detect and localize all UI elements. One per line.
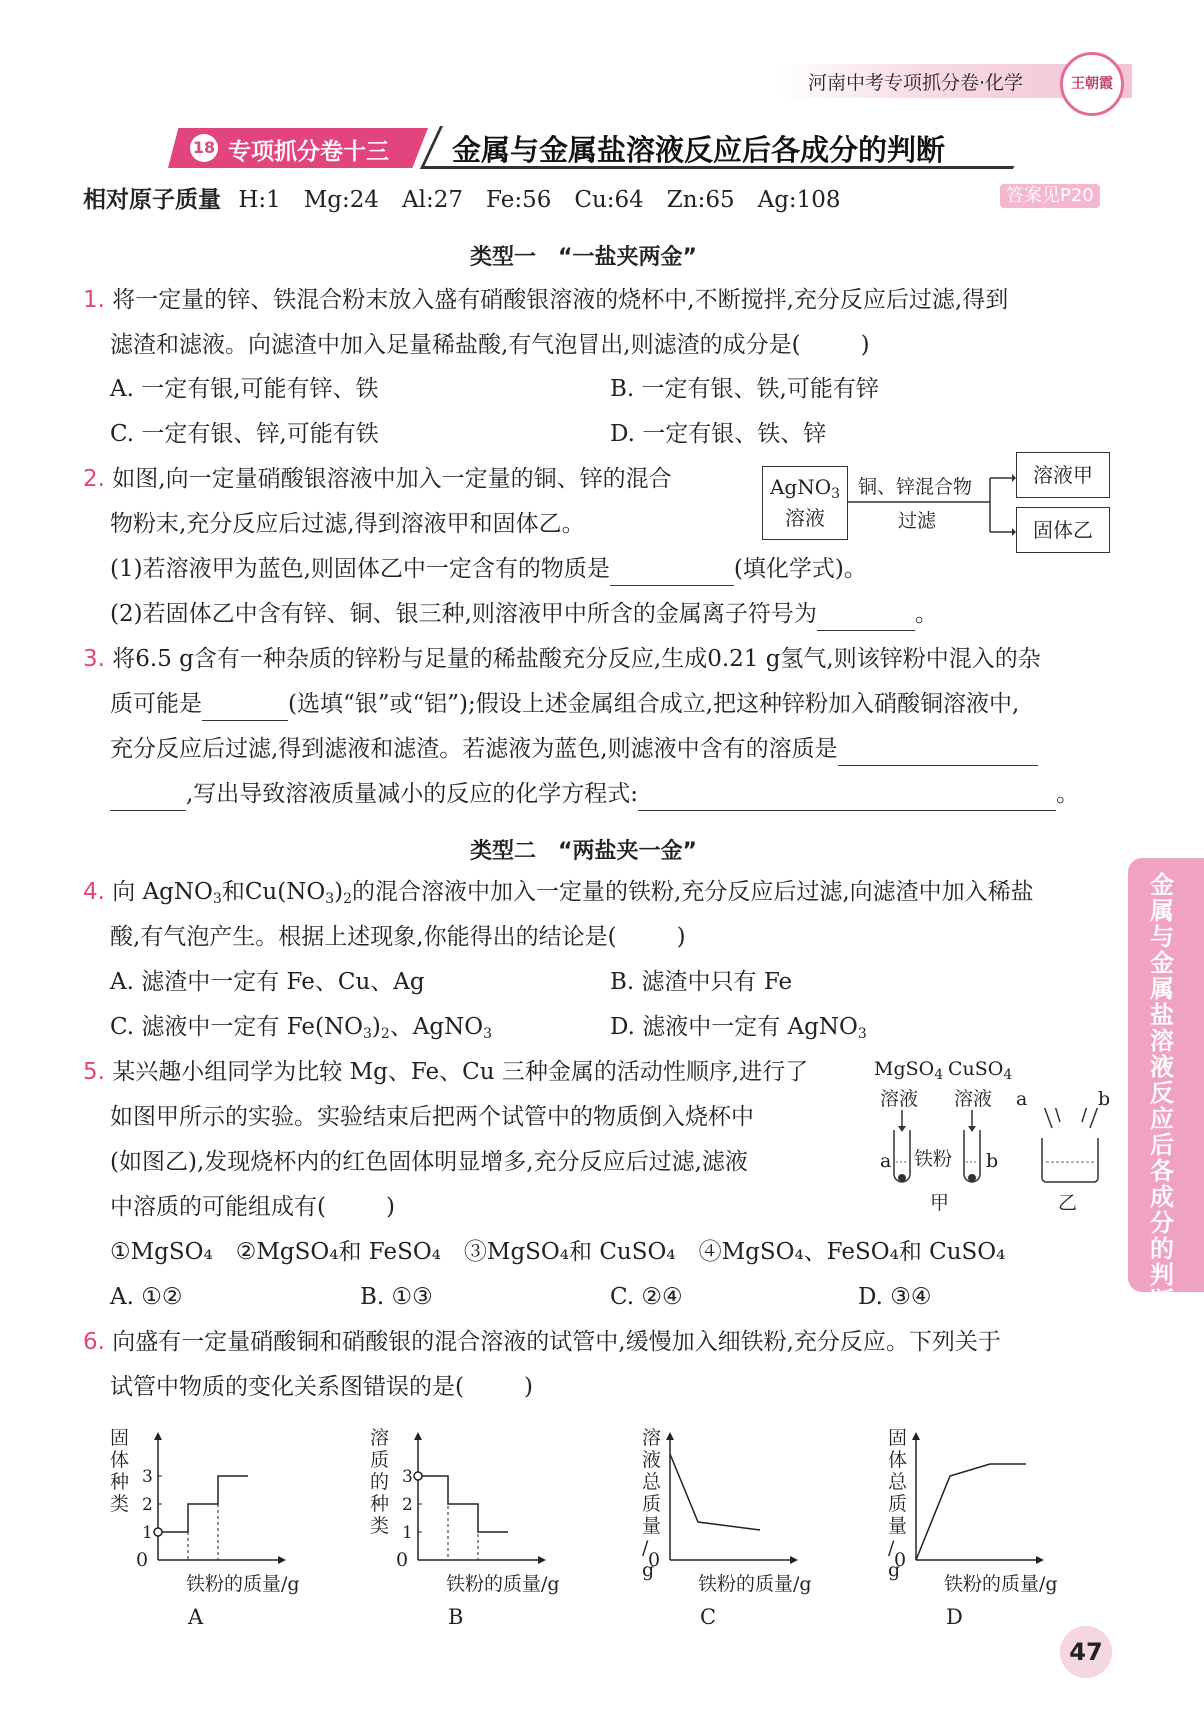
q5-label-a1: a <box>1016 1088 1028 1110</box>
chart-a-start-point <box>154 1528 162 1536</box>
chart-d-origin: 0 <box>894 1549 907 1571</box>
section-num: 18 <box>192 138 216 157</box>
q1-option-a: A. 一定有银,可能有锌、铁 <box>110 376 379 402</box>
chart-b-ytick-2: 2 <box>402 1495 413 1515</box>
page-number-circle <box>1060 1626 1112 1678</box>
chart-d-y-arrow <box>912 1432 920 1440</box>
q1-paren-close: ) <box>860 332 870 358</box>
q1-option-d: D. 一定有银、铁、锌 <box>610 421 827 447</box>
chart-a-origin: 0 <box>136 1549 149 1571</box>
q1-text-2: 滤渣和滤液。向滤渣中加入足量稀盐酸,有气泡冒出,则滤渣的成分是( <box>110 332 801 358</box>
chart-d-series-line <box>916 1464 1026 1560</box>
q2-text-2: 物粉末,充分反应后过滤,得到溶液甲和固体乙。 <box>110 511 585 537</box>
chart-c-origin: 0 <box>648 1549 661 1571</box>
chart-c-ylabel: 量 <box>642 1515 662 1537</box>
chart-a-ytick-3: 3 <box>142 1467 153 1487</box>
answer-ref-badge: 答案见P20 <box>1000 184 1100 208</box>
q4-option-d: D. 滤液中一定有 AgNO$_3$ <box>610 1014 867 1042</box>
chart-d-ylabel: g <box>888 1559 901 1581</box>
chart-c-ylabel: 液 <box>642 1449 662 1471</box>
q2-number: 2. <box>83 466 105 492</box>
q5-number: 5. <box>83 1059 105 1085</box>
q4-text-1: 的混合溶液中加入一定量的铁粉,充分反应后过滤,向滤渣中加入稀盐 <box>352 879 1034 905</box>
chart-c-ylabel: g <box>642 1559 655 1581</box>
chart-a-ylabel: 种 <box>110 1471 130 1493</box>
type1-heading: 类型一 “一盐夹两金” <box>470 245 697 270</box>
q5-label-iron: 铁粉 <box>914 1148 953 1170</box>
q5-label-jia: 甲 <box>930 1192 950 1214</box>
q5-option-d: D. ③④ <box>858 1284 932 1310</box>
q2-solution-jia-box: 溶液甲 <box>1016 452 1110 498</box>
q6-number: 6. <box>83 1329 105 1355</box>
q4-option-c: C. 滤液中一定有 $Fe(NO_3)_2$、AgNO$_3$ <box>110 1014 493 1042</box>
chart-a-xlabel: 铁粉的质量/g <box>186 1573 300 1595</box>
chart-b-ylabel: 的 <box>370 1471 390 1493</box>
q3-text-4a: ,写出导致溶液质量减小的反应的化学方程式: <box>186 781 639 807</box>
chart-c-xlabel: 铁粉的质量/g <box>698 1573 812 1595</box>
q3-text-3: 充分反应后过滤,得到滤液和滤渣。若滤液为蓝色,则滤液中含有的溶质是 <box>110 736 838 762</box>
chart-d-ylabel: 质 <box>888 1493 908 1515</box>
q5-option-a: A. ①② <box>110 1284 183 1310</box>
q5-text-1: 某兴趣小组同学为比较 Mg、Fe、Cu 三种金属的活动性顺序,进行了 <box>112 1059 809 1085</box>
chart-b-y-arrow <box>414 1432 422 1440</box>
q2-part1-tail: (填化学式)。 <box>733 556 867 582</box>
q4-line1: 4. 向 AgNO$_3$和$Cu(NO_3)_2$的混合溶液中加入一定量的铁粉,充分反应后过滤,向滤渣中加入稀盐 <box>83 879 1034 907</box>
chart-c-ylabel: 总 <box>642 1471 662 1493</box>
q6-paren-close: ) <box>523 1374 533 1400</box>
subject-label: 河南中考专项抓分卷·化学 <box>808 72 1024 94</box>
chart-a-ytick-1: 1 <box>142 1523 153 1543</box>
atomic-masses-values: H:1 Mg:24 Al:27 Fe:56 Cu:64 Zn:65 Ag:108 <box>238 187 841 213</box>
chart-a-ytick-2: 2 <box>142 1495 153 1515</box>
q3-number: 3. <box>83 646 105 672</box>
type2-heading: 类型二 “两盐夹一金” <box>470 839 697 864</box>
q5-choices: ①MgSO₄ ②MgSO₄和 FeSO₄ ③MgSO₄和 CuSO₄ ④MgSO₄、FeSO₄和 CuSO₄ <box>110 1239 1006 1265</box>
q2-part1-text: (1)若溶液甲为蓝色,则固体乙中一定含有的物质是 <box>110 556 610 582</box>
chart-d-ylabel: 量 <box>888 1515 908 1537</box>
chart-b-x-arrow <box>538 1556 546 1564</box>
chart-b-ytick-1: 1 <box>402 1523 413 1543</box>
q5-label-mgso4: MgSO$_4$ <box>874 1058 944 1083</box>
chart-a-title: A <box>188 1605 204 1629</box>
q3-text-1: 将6.5 g含有一种杂质的锌粉与足量的稀盐酸充分反应,生成0.21 g氢气,则该锌粉中混入的杂 <box>112 646 1041 672</box>
q1-option-c: C. 一定有银、锌,可能有铁 <box>110 421 379 447</box>
q1-option-b: B. 一定有银、铁,可能有锌 <box>610 376 879 402</box>
chart-b-ylabel: 溶 <box>370 1427 390 1449</box>
q5-label-solution-1: 溶液 <box>880 1088 919 1110</box>
chart-b-ylabel: 种 <box>370 1493 390 1515</box>
chart-b-xlabel: 铁粉的质量/g <box>446 1573 560 1595</box>
chart-c-ylabel: 溶 <box>642 1427 662 1449</box>
q5-label-b1: b <box>1098 1088 1111 1110</box>
chart-d-title: D <box>946 1605 963 1629</box>
logo-text: 王朝霞 <box>1071 76 1113 92</box>
q6-text-1: 向盛有一定量硝酸铜和硝酸银的混合溶液的试管中,缓慢加入细铁粉,充分反应。下列关于 <box>112 1329 1001 1355</box>
chart-a-y-arrow <box>154 1432 162 1440</box>
q2-solid-yi-box: 固体乙 <box>1016 507 1110 553</box>
q5-label-b2: b <box>986 1150 999 1172</box>
chart-b-series-line <box>418 1476 508 1532</box>
q2-part2-text: (2)若固体乙中含有锌、铜、银三种,则溶液甲中所含的金属离子符号为 <box>110 601 817 627</box>
q2-agno3-box: AgNO$_3$ 溶液 <box>762 466 848 540</box>
chart-c-series-line <box>670 1454 760 1530</box>
q2-arrow-label-top: 铜、锌混合物 <box>858 476 973 498</box>
q1-text-1: 将一定量的锌、铁混合粉末放入盛有硝酸银溶液的烧杯中,不断搅拌,充分反应后过滤,得到 <box>112 287 1009 313</box>
chart-b-origin: 0 <box>396 1549 409 1571</box>
q4-number: 4. <box>83 879 105 905</box>
q2-text-1: 如图,向一定量硝酸银溶液中加入一定量的铜、锌的混合 <box>112 466 672 492</box>
q1-number: 1. <box>83 287 105 313</box>
q5-text-4: 中溶质的可能组成有( <box>110 1194 326 1220</box>
section-badge-label: 专项抓分卷十三 <box>228 139 389 165</box>
atomic-masses-label: 相对原子质量 <box>83 187 221 213</box>
q5-paren-close: ) <box>385 1194 395 1220</box>
chart-b-title: B <box>448 1605 464 1629</box>
q5-label-yi: 乙 <box>1058 1192 1078 1214</box>
q3-text-4b: 。 <box>1056 781 1080 807</box>
chart-d-x-arrow <box>1036 1556 1044 1564</box>
chart-d-ylabel: / <box>888 1537 895 1559</box>
chart-b-ytick-3: 3 <box>402 1467 413 1487</box>
q5-label-cuso4: CuSO$_4$ <box>948 1058 1013 1083</box>
q4-text-2: 酸,有气泡产生。根据上述现象,你能得出的结论是( <box>110 924 617 950</box>
q3-text-2a: 质可能是 <box>110 691 202 717</box>
q4-paren-close: ) <box>676 924 686 950</box>
chart-c-y-arrow <box>666 1432 674 1440</box>
chart-d-ylabel: 固 <box>888 1427 908 1449</box>
q5-option-b: B. ①③ <box>360 1284 433 1310</box>
chart-d-ylabel: 体 <box>888 1449 908 1471</box>
chart-a-ylabel: 固 <box>110 1427 130 1449</box>
page-number: 47 <box>1069 1638 1103 1666</box>
chart-c-title: C <box>700 1605 717 1629</box>
chart-c-ylabel: 质 <box>642 1493 662 1515</box>
q6-text-2: 试管中物质的变化关系图错误的是( <box>110 1374 464 1400</box>
side-tab-text: 金属与金属盐溶液反应后各成分的判断 <box>1150 871 1174 1315</box>
chart-d-ylabel: 总 <box>888 1471 908 1493</box>
chart-a-ylabel: 类 <box>110 1493 130 1515</box>
chart-d-xlabel: 铁粉的质量/g <box>944 1573 1058 1595</box>
chart-b-ylabel: 质 <box>370 1449 390 1471</box>
q4-option-a: A. 滤渣中一定有 Fe、Cu、Ag <box>110 969 425 995</box>
q2-part2-tail: 。 <box>914 601 938 627</box>
q5-text-2: 如图甲所示的实验。实验结束后把两个试管中的物质倒入烧杯中 <box>110 1104 754 1130</box>
q2-arrow-label-bottom: 过滤 <box>898 510 937 532</box>
chart-a-series-line <box>158 1476 248 1532</box>
q5-label-a2: a <box>880 1150 892 1172</box>
chart-b-start-point <box>414 1472 422 1480</box>
page-title: 金属与金属盐溶液反应后各成分的判断 <box>452 133 946 167</box>
q5-text-3: (如图乙),发现烧杯内的红色固体明显增多,充分反应后过滤,滤液 <box>110 1149 748 1175</box>
chart-a-ylabel: 体 <box>110 1449 130 1471</box>
q4-option-b: B. 滤渣中只有 Fe <box>610 969 793 995</box>
chart-c-x-arrow <box>790 1556 798 1564</box>
q5-option-c: C. ②④ <box>610 1284 683 1310</box>
q5-label-solution-2: 溶液 <box>954 1088 993 1110</box>
chart-b-ylabel: 类 <box>370 1515 390 1537</box>
chart-a-x-arrow <box>278 1556 286 1564</box>
q3-text-2b: (选填“银”或“铝”);假设上述金属组合成立,把这种锌粉加入硝酸铜溶液中, <box>288 691 1020 717</box>
chart-c-ylabel: / <box>642 1537 649 1559</box>
